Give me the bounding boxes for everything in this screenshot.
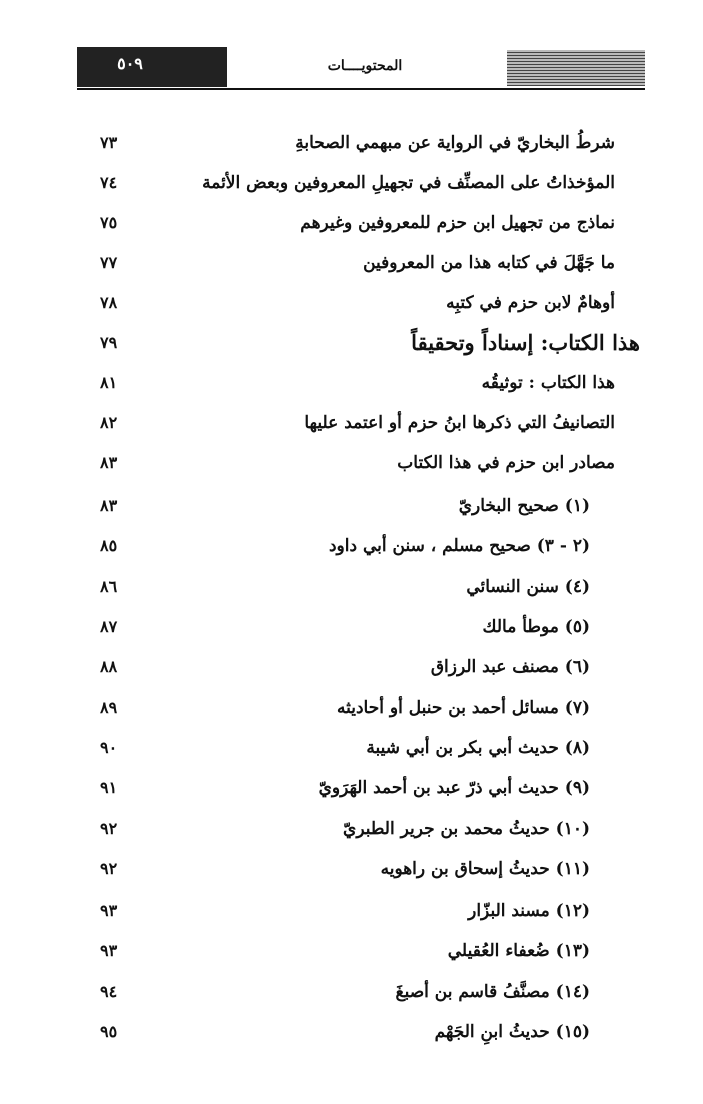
toc-entry-page: ٨٥ [100,536,118,555]
toc-entry-page: ٩١ [100,778,118,797]
toc-entry-title: أوهامٌ لابن حزم في كتبِه [446,293,615,313]
toc-entry-title: (١٠) حديثُ محمد بن جرير الطبريّ [343,819,590,839]
toc-entry-page: ٧٨ [100,293,118,312]
toc-entry-title: هذا الكتاب : توثيقُه [481,373,615,393]
toc-entry [100,126,615,160]
toc-entry-title: (٢ - ٣) صحيح مسلم ، سنن أبي داود [328,536,590,556]
toc-entry-page: ٧٤ [100,173,118,192]
toc-entry [100,852,590,886]
toc-entry-page: ٩٢ [100,859,118,878]
toc-entry [100,894,590,928]
page-number: ٥٠٩ [117,54,143,73]
toc-entry-title: المؤخذاتُ على المصنِّف في تجهيلِ المعروفين وبعض الأئمة [202,173,615,193]
toc-entry-title: (١١) حديثُ إسحاق بن راهويه [380,859,590,879]
toc-entry-title: (١) صحيح البخاريّ [458,496,590,516]
toc-entry [100,166,615,200]
toc-entry-title: (٤) سنن النسائي [466,577,590,597]
toc-entry [100,570,590,604]
toc-entry [100,771,590,805]
toc-entry-title: (٨) حديث أبي بكر بن أبي شيبة [366,738,590,758]
toc-entry-page: ٧٣ [100,133,118,152]
toc-entry [100,975,590,1009]
toc-entry-page: ٩٢ [100,819,118,838]
toc-entry [100,934,590,968]
toc-entry-page: ٧٩ [100,333,118,352]
toc-entry [100,286,615,320]
toc-section-heading [100,326,640,360]
toc-entry-page: ٨٩ [100,698,118,717]
toc-entry-page: ٩٣ [100,901,118,920]
toc-entry-title: نماذج من تجهيل ابن حزم للمعروفين وغيرهم [300,213,615,233]
toc-entry [100,366,615,400]
toc-entry-title: (٥) موطأ مالك [482,617,590,637]
toc-entry-page: ٨٧ [100,617,118,636]
toc-entry-page: ٧٧ [100,253,118,272]
toc-section-title: هذا الكتاب: إسناداً وتحقيقاً [411,330,640,355]
section-title: المحتويــــات [327,58,403,74]
toc-entry [100,406,615,440]
toc-entry-page: ٨١ [100,373,118,392]
toc-entry [100,691,590,725]
toc-entry [100,206,615,240]
toc-entry-title: شرطُ البخاريّ في الرواية عن مبهمي الصحابةِ [295,133,615,153]
toc-entry-page: ٩٥ [100,1022,118,1041]
toc-entry-title: (١٤) مصنَّفُ قاسم بن أصبغَ [395,982,590,1002]
toc-entry-title: (٧) مسائل أحمد بن حنبل أو أحاديثه [337,698,590,718]
toc-entry [100,610,590,644]
toc-entry-title: التصانيفُ التي ذكرها ابنُ حزم أو اعتمد عليها [304,413,615,433]
toc-entry-page: ٩٤ [100,982,118,1001]
toc-entry-page: ٨٦ [100,577,118,596]
toc-entry-page: ٨٣ [100,496,118,515]
toc-entry-page: ٩٠ [100,738,118,757]
toc-entry-page: ٨٨ [100,657,118,676]
toc-entry-title: ما جَهَّلَ في كتابه هذا من المعروفين [363,253,615,273]
toc-entry [100,1015,590,1049]
toc-entry-title: مصادر ابن حزم في هذا الكتاب [397,453,615,473]
toc-entry [100,529,590,563]
toc-entry [100,650,590,684]
toc-entry-page: ٨٢ [100,413,118,432]
toc-entry-page: ٨٣ [100,453,118,472]
toc-entry-title: (١٢) مسند البزّار [468,901,590,921]
toc-entry-title: (٦) مصنف عبد الرزاق [430,657,590,677]
toc-entry-title: (٩) حديث أبي ذرّ عبد بن أحمد الهَرَويّ [318,778,590,798]
toc-entry [100,812,590,846]
toc-entry-page: ٧٥ [100,213,118,232]
toc-entry [100,246,615,280]
toc-entry-page: ٩٣ [100,941,118,960]
toc-entry [100,446,615,480]
toc-entry-title: (١٣) ضُعفاء العُقيلي [447,941,590,961]
toc-entry [100,731,590,765]
toc-entry-title: (١٥) حديثُ ابنِ الجَهْم [434,1022,590,1042]
toc-entry [100,489,590,523]
